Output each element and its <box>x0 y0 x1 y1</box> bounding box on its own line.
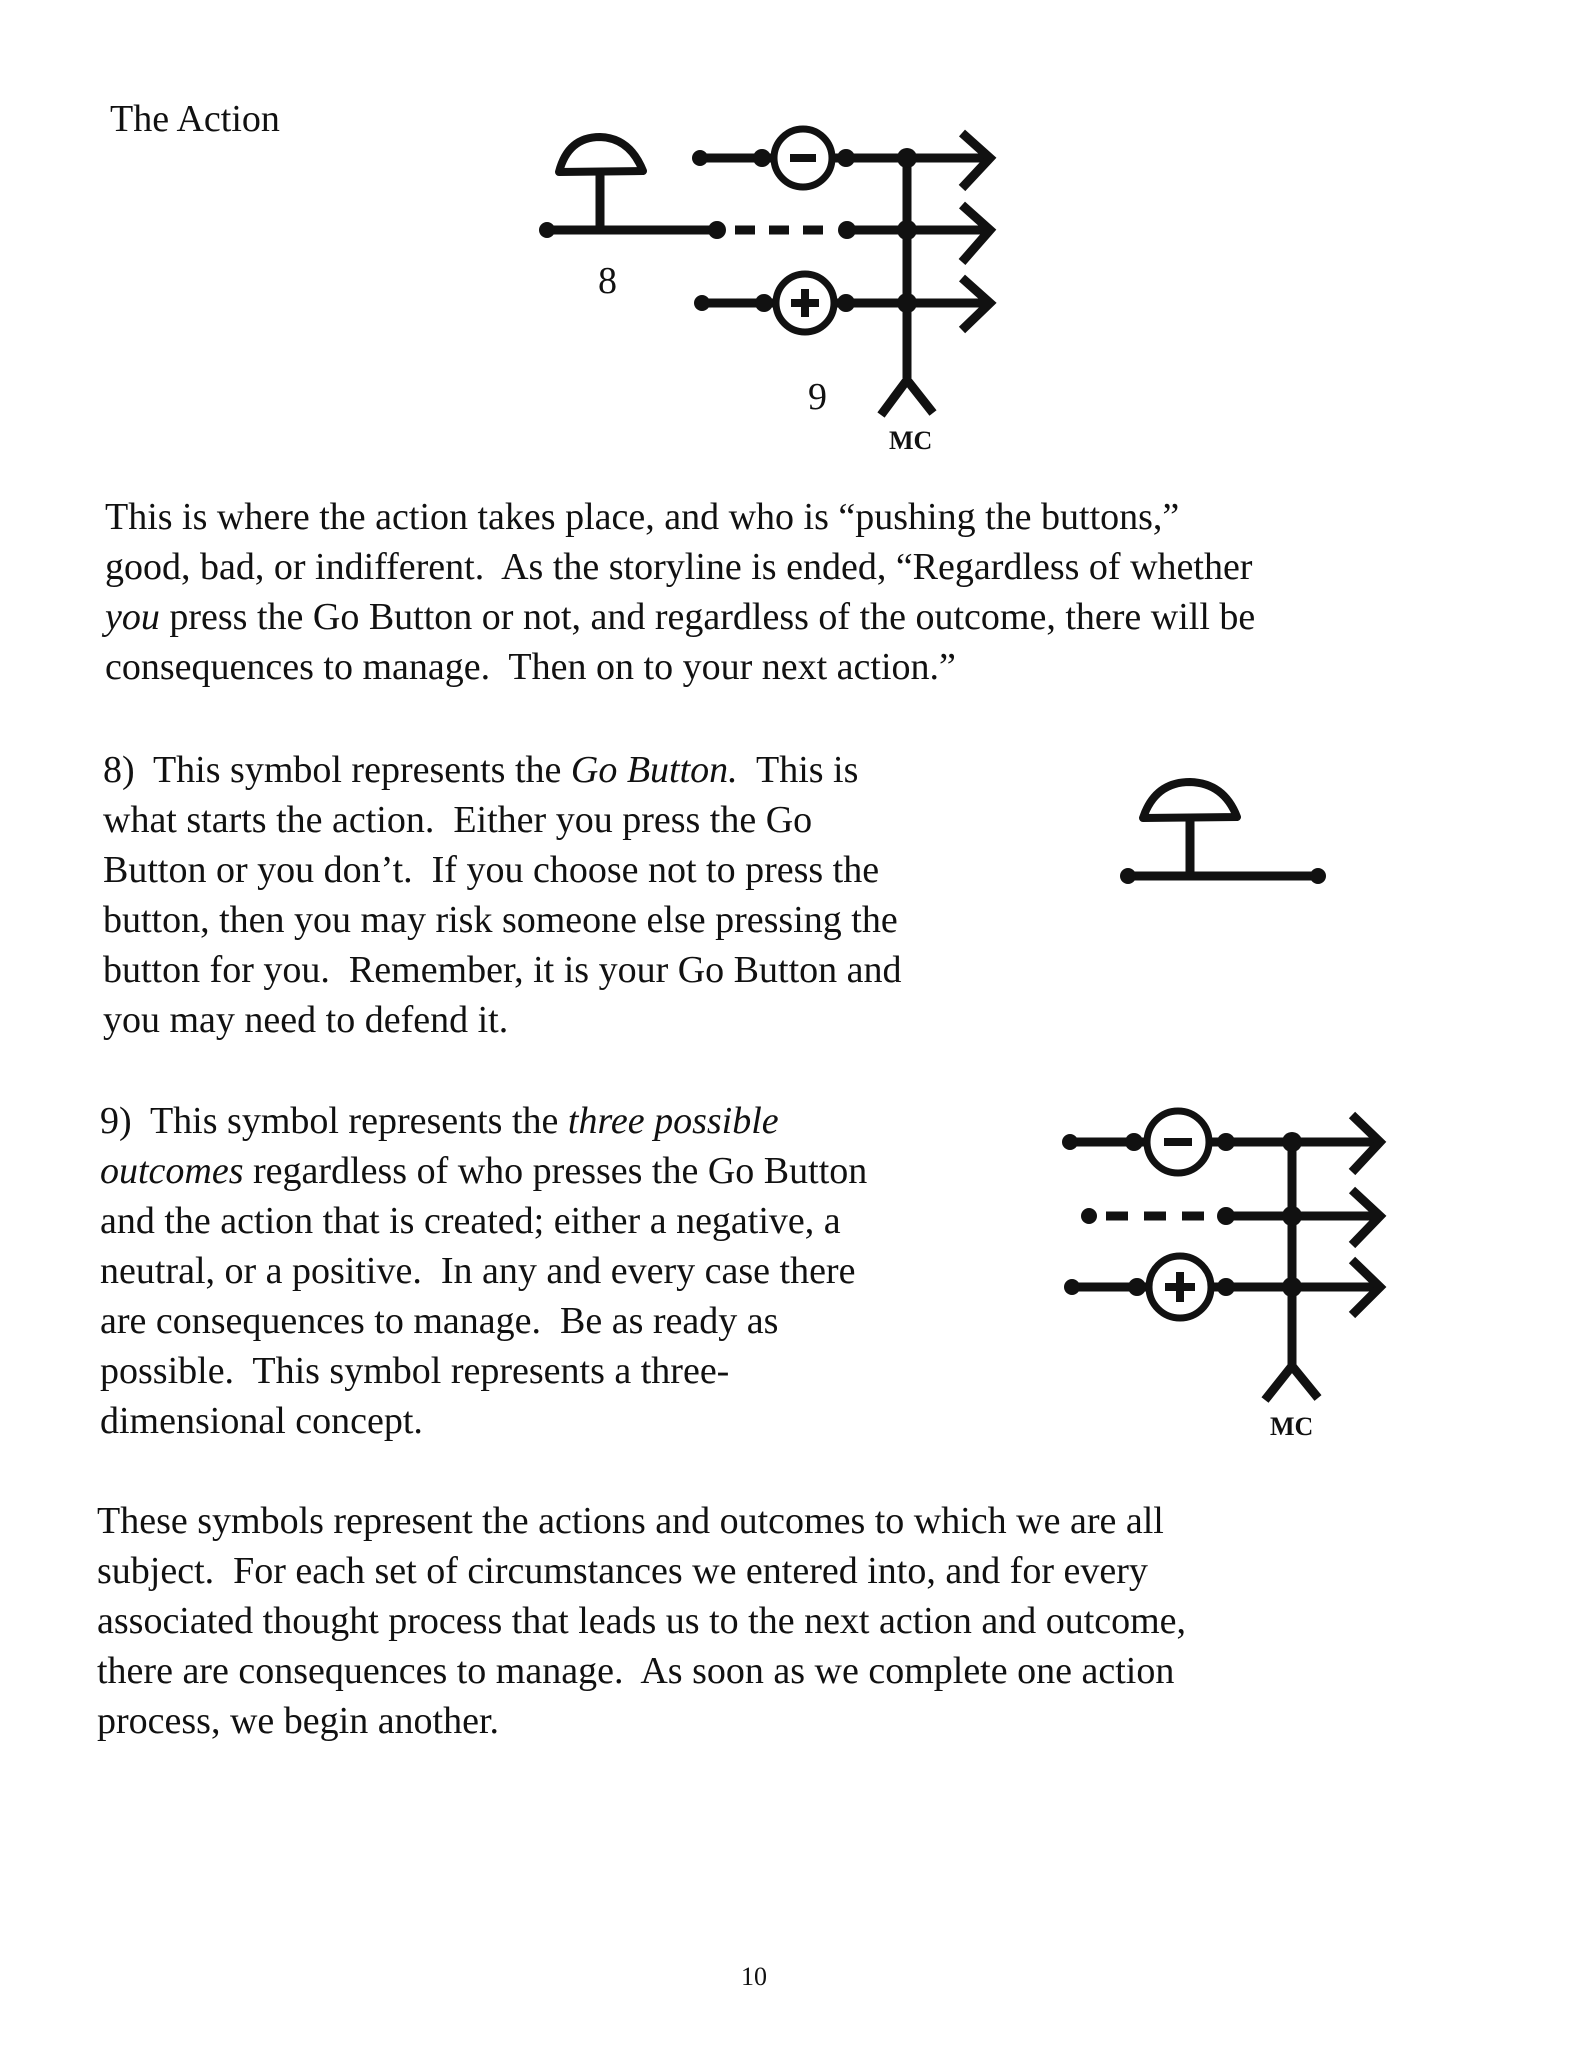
text-segment: are consequences to manage. Be as ready as <box>100 1300 779 1342</box>
text-segment: button, then you may risk someone else pressing the <box>103 899 898 941</box>
outcomes-symbol-standalone <box>1062 1111 1380 1400</box>
go-button-symbol-standalone <box>1120 782 1326 884</box>
text-segment: what starts the action. Either you press the Go <box>103 799 813 841</box>
text-segment: associated thought process that leads us to the next action and outcome, <box>97 1600 1187 1642</box>
text-segment: regardless of who presses the Go Button <box>243 1150 868 1192</box>
section-title: The Action <box>110 98 280 140</box>
mc-label-side: MC <box>1270 1412 1314 1441</box>
text-segment: consequences to manage. Then on to your next action.” <box>105 646 956 688</box>
text-segment: 9) This symbol represents the <box>100 1100 568 1142</box>
page-number: 10 <box>741 1962 767 1991</box>
text-segment: This is <box>737 749 859 791</box>
text-segment: there are consequences to manage. As soon as we complete one action <box>97 1650 1175 1692</box>
text-segment: press the Go Button or not, and regardless of the outcome, there will be <box>159 596 1256 638</box>
text-segment: Button or you don’t. If you choose not to press the <box>103 849 880 891</box>
text-segment: process, we begin another. <box>97 1700 500 1742</box>
label-9: 9 <box>808 376 827 418</box>
italic-text: three possible <box>567 1100 779 1142</box>
mc-label-top: MC <box>889 426 933 455</box>
text-segment: good, bad, or indifferent. As the storyline is ended, “Regardless of whether <box>105 546 1253 588</box>
text-segment: and the action that is created; either a negative, a <box>100 1200 841 1242</box>
text-segment: dimensional concept. <box>100 1400 423 1442</box>
outcomes-symbol <box>692 129 990 418</box>
text-segment: subject. For each set of circumstances we entered into, and for every <box>97 1550 1148 1592</box>
text-segment: you may need to defend it. <box>103 999 509 1041</box>
text-segment: neutral, or a positive. In any and every case there <box>100 1250 856 1292</box>
text-segment: This is where the action takes place, and who is “pushing the buttons,” <box>105 496 1180 538</box>
text-segment: 8) This symbol represents the <box>103 749 571 791</box>
text-segment: button for you. Remember, it is your Go Button and <box>103 949 902 991</box>
italic-text: outcomes <box>100 1150 244 1192</box>
italic-text: you <box>105 596 160 638</box>
text-segment: These symbols represent the actions and outcomes to which we are all <box>97 1500 1164 1542</box>
text-segment: possible. This symbol represents a three- <box>100 1350 730 1392</box>
label-8: 8 <box>598 260 617 302</box>
italic-text: Go Button. <box>570 749 738 791</box>
